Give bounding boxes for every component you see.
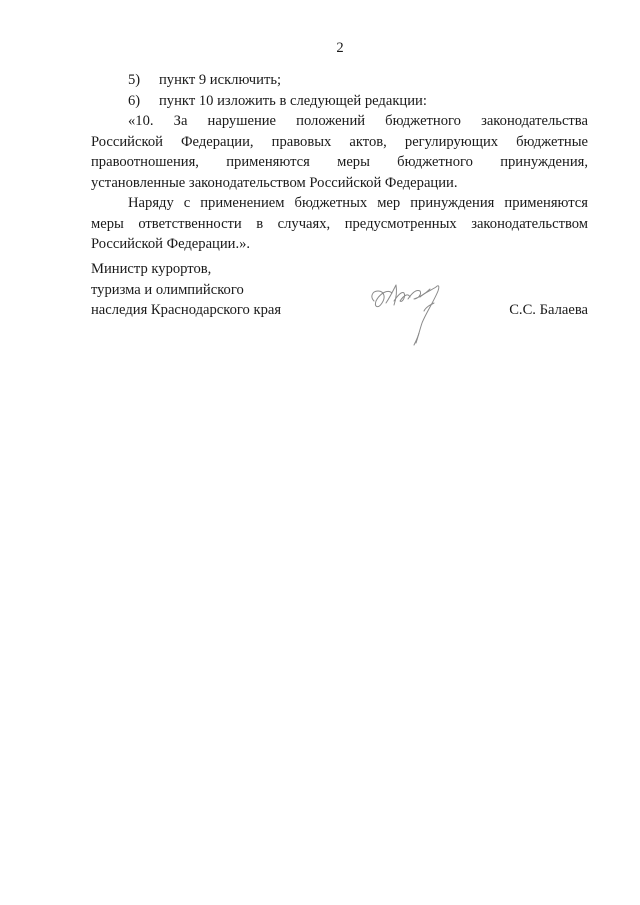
paragraph-responsibility: [91, 193, 588, 255]
paragraph-line: «10. За нарушение положений бюджетного законодательства: [128, 113, 588, 129]
list-item-text: пункт 10 изложить в следующей редакции:: [159, 92, 427, 109]
paragraph-10: [91, 111, 588, 193]
paragraph-line: правоотношения, применяются меры бюджетного принуждения,: [91, 154, 588, 170]
list-item-number: 6): [128, 92, 141, 109]
document-body: [91, 70, 588, 255]
list-item-number: 5): [128, 72, 141, 88]
paragraph-line: Российской Федерации.».: [91, 236, 251, 252]
paragraph-line: меры ответственности в случаях, предусмотренных законодательством: [91, 215, 588, 232]
handwritten-signature: [364, 267, 454, 357]
signer-title-line: наследия Краснодарского края: [91, 302, 282, 318]
list-item-text: пункт 9 исключить;: [159, 72, 282, 88]
signer-title-line: туризма и олимпийского: [91, 281, 244, 298]
paragraph-line: Наряду с применением бюджетных мер принуждения применяются: [128, 195, 588, 211]
signer-title-line: Министр курортов,: [91, 261, 212, 277]
page-number: 2: [336, 40, 344, 56]
signature-block: [91, 259, 588, 339]
paragraph-line: установленные законодательством Российской Федерации.: [91, 174, 458, 191]
signer-name: С.С. Балаева: [509, 302, 588, 318]
list-item: [91, 70, 588, 91]
paragraph-line: Российской Федерации, правовых актов, регулирующих бюджетные: [91, 133, 588, 150]
list-item: [91, 91, 588, 112]
